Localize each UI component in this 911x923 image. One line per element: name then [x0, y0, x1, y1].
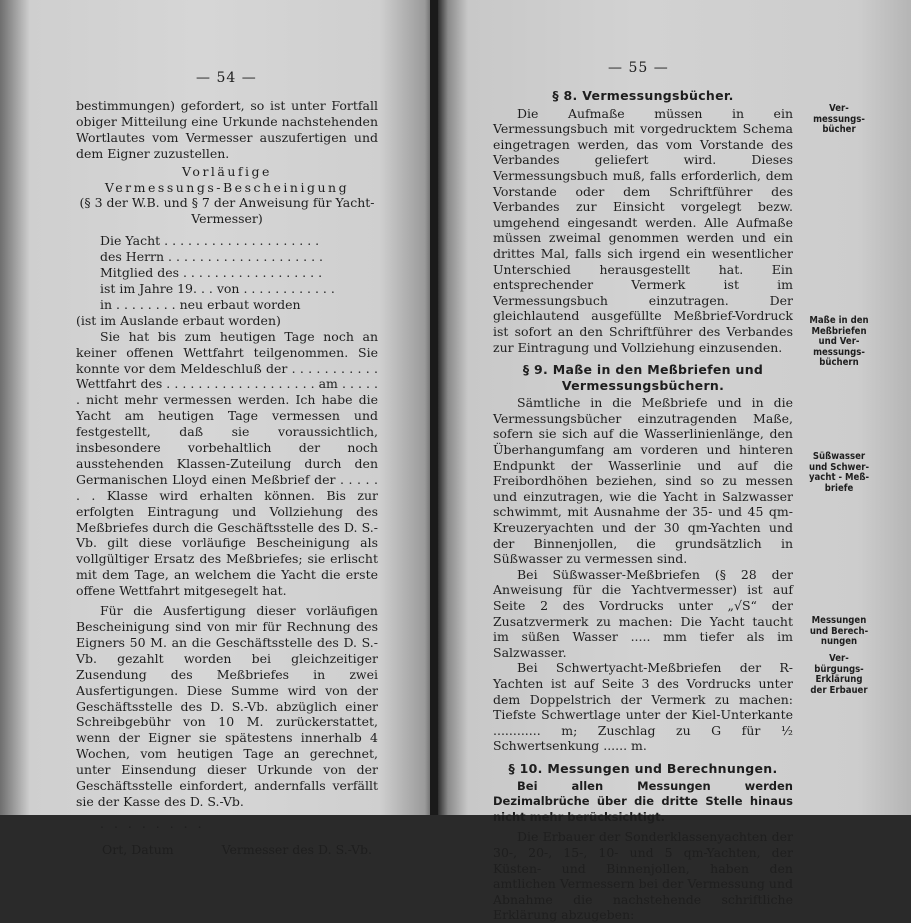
- form-line: Mitglied des . . . . . . . . . . . . . . . . . .: [100, 265, 323, 281]
- margin-note-text: Ver- messungs- bücher: [813, 103, 865, 135]
- form-line: (ist im Auslande erbaut worden): [76, 312, 281, 328]
- form-line: ist im Jahre 19. . . von . . . . . . . . . . . .: [100, 280, 335, 296]
- margin-note-text: Maße in den Meßbriefen und Ver- messungs- büchern: [809, 315, 869, 368]
- section-9-body-3: Bei Schwertyacht-Meßbriefen der R-Yachten ist auf Seite 3 des Vordrucks unter dem Doppelstrich der Vermerk zu machen: Tiefste Schwertlage unter der Kiel-Unterkante ............ m; Zuschlag zu G für ½ Schwertsenkung ...... m.: [493, 660, 793, 754]
- section-9-body-2: Bei Süßwasser-Meßbriefen (§ 28 der Anweisung für die Yachtvermesser) ist auf Seite 2 des Vordrucks unter „√S“ der Zusatzvermerk zu machen: Die Yacht taucht im süßen Wasser ..... mm tiefer als im Salzwasser.: [493, 566, 793, 660]
- left-page: [0, 0, 438, 857]
- right-page-number: — 55 —: [608, 60, 669, 76]
- section-8-title: § 8. Vermessungsbücher.: [552, 88, 734, 103]
- margin-note-messungen: [804, 616, 874, 648]
- signature-row: [76, 842, 378, 858]
- section-8-body: Die Aufmaße müssen in ein Vermessungsbuch mit vorgedrucktem Schema eingetragen werden, das vom Vorstande des Verbandes geliefert wird. Dieses Vermessungsbuch muß, falls erforderlich, dem Vorstande oder dem Schriftführer des Verbandes zur Einsicht vorgelegt bezw. umgehend eingesandt werden. Alle Aufmaße müssen zweimal genommen werden und ein drittes Mal, falls sich irgend ein wesentlicher Unterschied herausgestellt hat. Ein entsprechender Vermerk ist im Vermessungsbuch einzutragen. Der gleichlautend ausgefüllte Meßbrief-Vordruck ist sofort an den Schriftführer des Verbandes zur Eintragung und Vollziehung einzusenden.: [493, 105, 793, 355]
- margin-note-vermessungsbuecher: [804, 104, 874, 136]
- certificate-heading-3: (§ 3 der W.B. und § 7 der Anweisung für Yacht-Vermesser): [79, 195, 375, 227]
- section-9-body-1: Sämtliche in die Meßbriefe und in die Vermessungsbücher einzutragenden Maße, sofern sie sich auf die Wasserlinienlänge, den Überhangumfang am vorderen und hinteren Endpunkt der Wasserlinie und auf die Freibordhöhen beziehen, sind so zu messen und einzutragen, wie die Yacht in Salzwasser schwimmt, mit Ausnahme der 35- und 45 qm-Kreuzeryachten und der 30 qm-Yachten und der Binnenjollen, die grundsätzlich in Süßwasser zu vermessen sind.: [493, 395, 793, 567]
- right-page-text: [493, 86, 793, 923]
- margin-note-masse: [804, 316, 874, 369]
- left-page-text: [76, 98, 378, 858]
- signature-label: Vermesser des D. S.-Vb.: [221, 841, 372, 857]
- form-line: des Herrn . . . . . . . . . . . . . . . . . . . .: [100, 249, 324, 265]
- certificate-heading-2: Vermessungs-Bescheinigung: [104, 179, 350, 195]
- place-date-label: Ort, Datum: [102, 841, 174, 857]
- certificate-form: [76, 233, 378, 328]
- left-page-number: — 54 —: [196, 70, 257, 86]
- form-line: in . . . . . . . . neu erbaut worden: [100, 296, 301, 312]
- body-paragraph-2: Für die Ausfertigung dieser vorläufigen Bescheinigung sind von mir für Rechnung des Eigners 50 M. an die Geschäftsstelle des D. S.-Vb. gezahlt worden bei gleichzeitiger Zusendung des Meßbriefes in zwei Ausfertigungen. Diese Summe wird von der Geschäftsstelle des D. S.-Vb. abzüglich einer Schreibgebühr von 10 M. zurückerstattet, wenn der Eigner sie spätestens innerhalb 4 Wochen, vom heutigen Tage an gerechnet, unter Einsendung dieser Urkunde von der Geschäftsstelle einfordert, andernfalls verfällt sie der Kasse des D. S.-Vb.: [76, 603, 378, 809]
- section-10-body-2: Die Erbauer der Sonderklassenyachten der 30-, 20-, 15-, 10- und 5 qm-Yachten, der Küsten- und Binnenjollen, haben den amtlichen Vermessern bei der Vermessung und Abnahme die nachstehende schriftliche Erklärung abzugeben:: [493, 829, 793, 923]
- margin-note-text: Süßwasser und Schwer- yacht - Meß- briefe: [808, 451, 870, 494]
- margin-note-erklaerung: [804, 654, 874, 696]
- body-paragraph-1: Sie hat bis zum heutigen Tage noch an keiner offenen Wettfahrt teilgenommen. Sie konnte vor dem Meldeschluß der . . . . . . . . . . . Wettfahrt des . . . . . . . . . . . . . . . . . . . am . . . . . . nicht mehr vermessen werden. Ich habe die Yacht am heutigen Tage vermessen und festgestellt, daß sie voraussichtlich, insbesondere vorbehaltlich der noch ausstehenden Klassen-Zuteilung durch den Germanischen Lloyd einen Meßbrief der . . . . . . . Klasse wird erhalten können. Bis zur erfolgten Eintragung und Vollziehung des Meßbriefes durch die Geschäftsstelle des D. S.-Vb. gilt diese vorläufige Bescheinigung als vollgültiger Ersatz des Meßbriefes; sie erlischt mit dem Tage, an welchem die Yacht die erste offene Wettfahrt mitgesegelt hat.: [76, 328, 378, 599]
- certificate-heading-1: Vorläufige: [182, 163, 272, 179]
- section-10-title: § 10. Messungen und Berechnungen.: [508, 760, 778, 776]
- signature-dots: . . . . . . . .: [100, 815, 205, 831]
- intro-paragraph: bestimmungen) gefordert, so ist unter Fortfall obiger Mitteilung eine Urkunde nachstehenden Wortlautes vom Vermesser auszufertigen und dem Eigner zuzustellen.: [76, 98, 378, 161]
- margin-note-suesswasser: [804, 452, 874, 494]
- form-line: Die Yacht . . . . . . . . . . . . . . . . . . . .: [100, 233, 320, 249]
- margin-note-text: Ver- bürgungs- Erklärung der Erbauer: [810, 653, 868, 696]
- right-page: [438, 0, 911, 923]
- section-10-body-1: Bei allen Messungen werden Dezimalbrüche über die dritte Stelle hinaus nicht mehr berücksichtigt.: [493, 778, 793, 824]
- section-9-title: § 9. Maße in den Meßbriefen und Vermessungsbüchern.: [522, 362, 764, 393]
- margin-note-text: Messungen und Berech- nungen: [809, 615, 869, 647]
